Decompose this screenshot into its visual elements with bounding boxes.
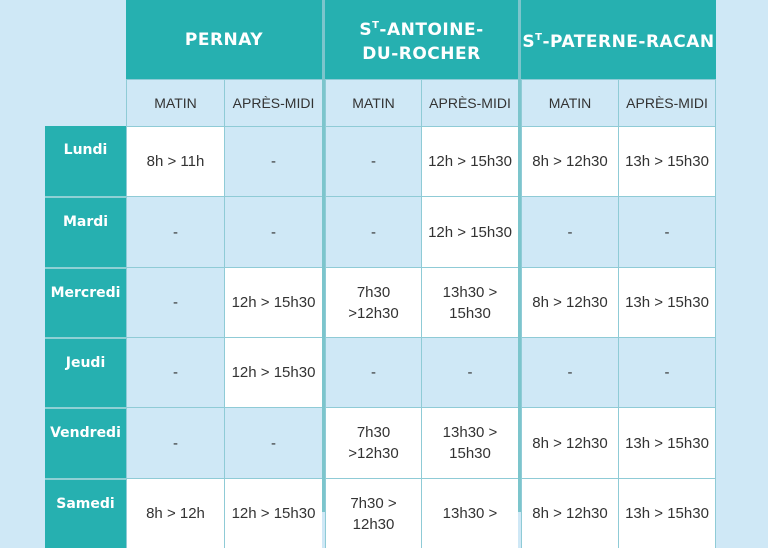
- schedule-cell: -: [224, 407, 322, 478]
- schedule-cell: 13h > 15h30: [618, 126, 716, 196]
- subheader-apres-midi: APRÈS-MIDI: [421, 79, 518, 126]
- day-name: Samedi: [56, 496, 115, 512]
- schedule-cell: 13h30 >: [421, 478, 518, 548]
- day-label-mercredi: [45, 267, 126, 337]
- schedule-cell: 12h > 15h30: [224, 337, 322, 407]
- subheader-apres-midi: APRÈS-MIDI: [224, 79, 322, 126]
- day-label-vendredi: [45, 407, 126, 478]
- location-sup: T: [372, 19, 380, 31]
- day-name: Vendredi: [50, 425, 121, 441]
- location-header-st-paterne-racan: [521, 0, 716, 79]
- schedule-cell: -: [618, 337, 716, 407]
- subheader-apres-midi: APRÈS-MIDI: [618, 79, 716, 126]
- location-name: -PATERNE-RACAN: [542, 31, 715, 52]
- day-label-mardi: [45, 196, 126, 267]
- schedule-cell: 8h > 12h30: [521, 267, 618, 337]
- schedule-cell: 8h > 12h30: [521, 126, 618, 196]
- schedule-cell: -: [126, 337, 224, 407]
- day-name: Lundi: [63, 142, 108, 158]
- schedule-cell: -: [521, 196, 618, 267]
- schedule-cell: 13h > 15h30: [618, 478, 716, 548]
- location-name: PERNAY: [184, 29, 264, 50]
- schedule-cell: 12h > 15h30: [421, 196, 518, 267]
- schedule-cell: 7h30 > 12h30: [325, 478, 421, 548]
- day-label-jeudi: [45, 337, 126, 407]
- subheader-matin: MATIN: [325, 79, 421, 126]
- schedule-cell: 12h > 15h30: [224, 478, 322, 548]
- schedule-cell: -: [224, 196, 322, 267]
- location-name-line1: -ANTOINE-: [379, 19, 484, 40]
- location-prefix: S: [359, 19, 373, 40]
- schedule-cell: 12h > 15h30: [224, 267, 322, 337]
- location-header-pernay: [126, 0, 322, 79]
- schedule-cell: -: [421, 337, 518, 407]
- location-sup: T: [535, 31, 543, 43]
- schedule-cell: 8h > 12h30: [521, 407, 618, 478]
- schedule-cell: -: [325, 196, 421, 267]
- schedule-cell: 12h > 15h30: [421, 126, 518, 196]
- schedule-cell: 8h > 12h30: [521, 478, 618, 548]
- schedule-cell: -: [325, 126, 421, 196]
- schedule-cell: 7h30 >12h30: [325, 267, 421, 337]
- day-label-samedi: [45, 478, 126, 548]
- day-name: Jeudi: [65, 355, 106, 371]
- day-label-lundi: [45, 126, 126, 196]
- schedule-cell: 13h > 15h30: [618, 407, 716, 478]
- schedule-cell: -: [126, 407, 224, 478]
- subheader-matin: MATIN: [521, 79, 618, 126]
- schedule-cell: 7h30 >12h30: [325, 407, 421, 478]
- day-name: Mercredi: [50, 285, 121, 301]
- schedule-cell: -: [126, 196, 224, 267]
- schedule-cell: -: [521, 337, 618, 407]
- location-prefix: S: [522, 31, 536, 52]
- schedule-cell: 13h30 > 15h30: [421, 407, 518, 478]
- schedule-cell: 13h > 15h30: [618, 267, 716, 337]
- day-name: Mardi: [62, 214, 109, 230]
- location-name-line2: DU-ROCHER: [362, 43, 481, 64]
- schedule-cell: -: [126, 267, 224, 337]
- schedule-cell: 13h30 > 15h30: [421, 267, 518, 337]
- location-header-st-antoine-du-rocher: [325, 0, 518, 79]
- subheader-matin: MATIN: [126, 79, 224, 126]
- schedule-cell: -: [325, 337, 421, 407]
- schedule-cell: 8h > 12h: [126, 478, 224, 548]
- schedule-cell: -: [618, 196, 716, 267]
- schedule-cell: 8h > 11h: [126, 126, 224, 196]
- schedule-cell: -: [224, 126, 322, 196]
